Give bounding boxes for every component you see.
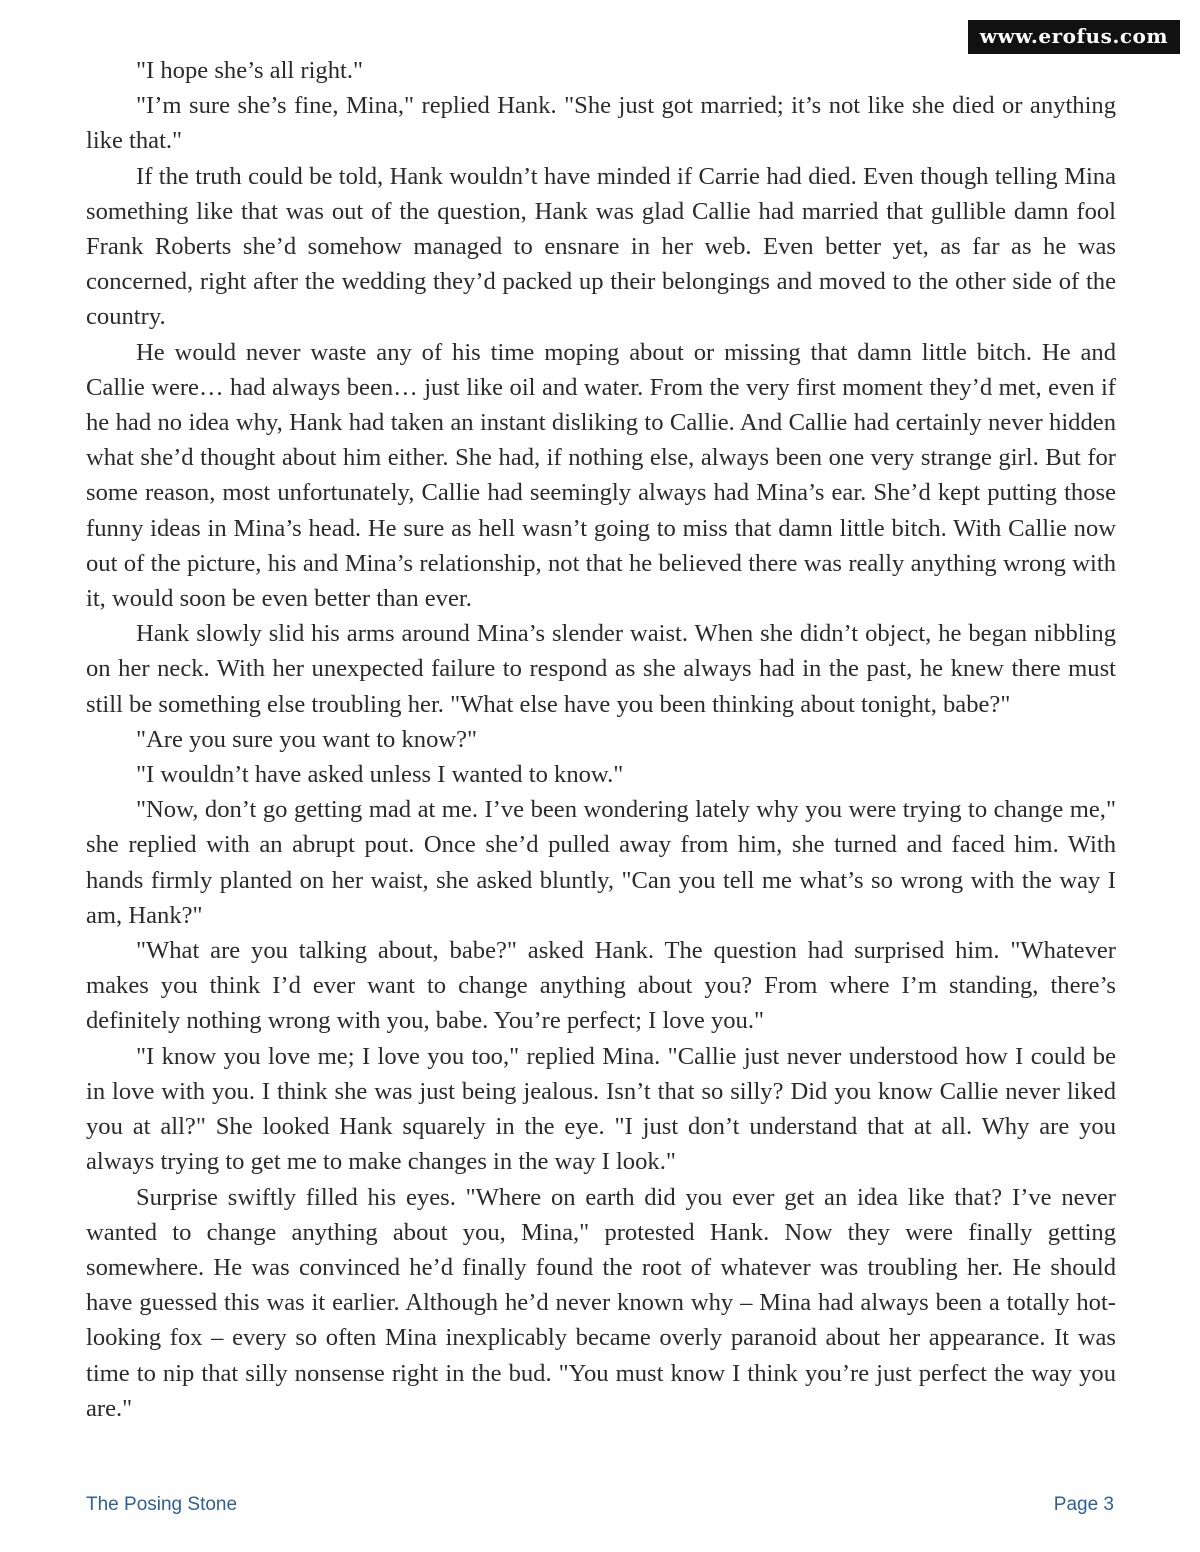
paragraph: He would never waste any of his time moping about or missing that damn little bitch. He and Callie were… had always been… just like oil and water. From the very first moment they’d met, even if he had no idea why, Hank had taken an instant disliking to Callie. And Callie had certainly never hidden what she’d thought about him either. She had, if nothing else, always been one very strange girl. But for some reason, most unfortunately, Callie had seemingly always had Mina’s ear. She’d kept putting those funny ideas in Mina’s head. He sure as hell wasn’t going to miss that damn little bitch. With Callie now out of the picture, his and Mina’s relationship, not that he believed there was really anything wrong with it, would soon be even better than ever. <box>86 338 1116 613</box>
paragraph: If the truth could be told, Hank wouldn’t have minded if Carrie had died. Even though telling Mina something like that was out of the question, Hank was glad Callie had married that gullible damn fool Frank Roberts she’d somehow managed to ensnare in her web. Even better yet, as far as he was concerned, right after the wedding they’d packed up their belongings and moved to the other side of the country. <box>86 162 1116 331</box>
paragraph: "Are you sure you want to know?" <box>136 725 478 753</box>
paragraph: Surprise swiftly filled his eyes. "Where on earth did you ever get an idea like that? I’ve never wanted to change anything about you, Mina," protested Hank. Now they were finally getting somewhere. He was convinced he’d finally found the root of whatever was troubling her. He should have guessed this was it earlier. Although he’d never known why – Mina had always been a totally hot-looking fox – every so often Mina inexplicably became overly paranoid about her appearance. It was time to nip that silly nonsense right in the bud. "You must know I think you’re just perfect the way you are." <box>86 1183 1116 1422</box>
body-text <box>86 53 1116 1426</box>
paragraph: "I hope she’s all right." <box>136 57 364 84</box>
paragraph: "I wouldn’t have asked unless I wanted to know." <box>136 761 624 789</box>
watermark: www.erofus.com <box>968 20 1180 54</box>
paragraph: "I’m sure she’s fine, Mina," replied Hank. "She just got married; it’s not like she died or anything like that." <box>86 92 1116 155</box>
paragraph: Hank slowly slid his arms around Mina’s slender waist. When she didn’t object, he began nibbling on her neck. With her unexpected failure to respond as she always had in the past, he knew there must still be something else troubling her. "What else have you been thinking about tonight, babe?" <box>86 620 1116 718</box>
footer-book-title: The Posing Stone <box>86 1494 238 1515</box>
paragraph: "What are you talking about, babe?" asked Hank. The question had surprised him. "Whatever makes you think I’d ever want to change anything about you? From where I’m standing, there’s definitely nothing wrong with you, babe. You’re perfect; I love you." <box>86 937 1116 1035</box>
footer-page-number: Page 3 <box>1053 1494 1114 1515</box>
paragraph: "Now, don’t go getting mad at me. I’ve been wondering lately why you were trying to change me," she replied with an abrupt pout. Once she’d pulled away from him, she turned and faced him. With hands firmly planted on her waist, she asked bluntly, "Can you tell me what’s so wrong with the way I am, Hank?" <box>86 796 1116 929</box>
paragraph: "I know you love me; I love you too," replied Mina. "Callie just never understood how I could be in love with you. I think she was just being jealous. Isn’t that so silly? Did you know Callie never liked you at all?" She looked Hank squarely in the eye. "I just don’t understand that at all. Why are you always trying to get me to make changes in the way I look." <box>86 1042 1116 1176</box>
